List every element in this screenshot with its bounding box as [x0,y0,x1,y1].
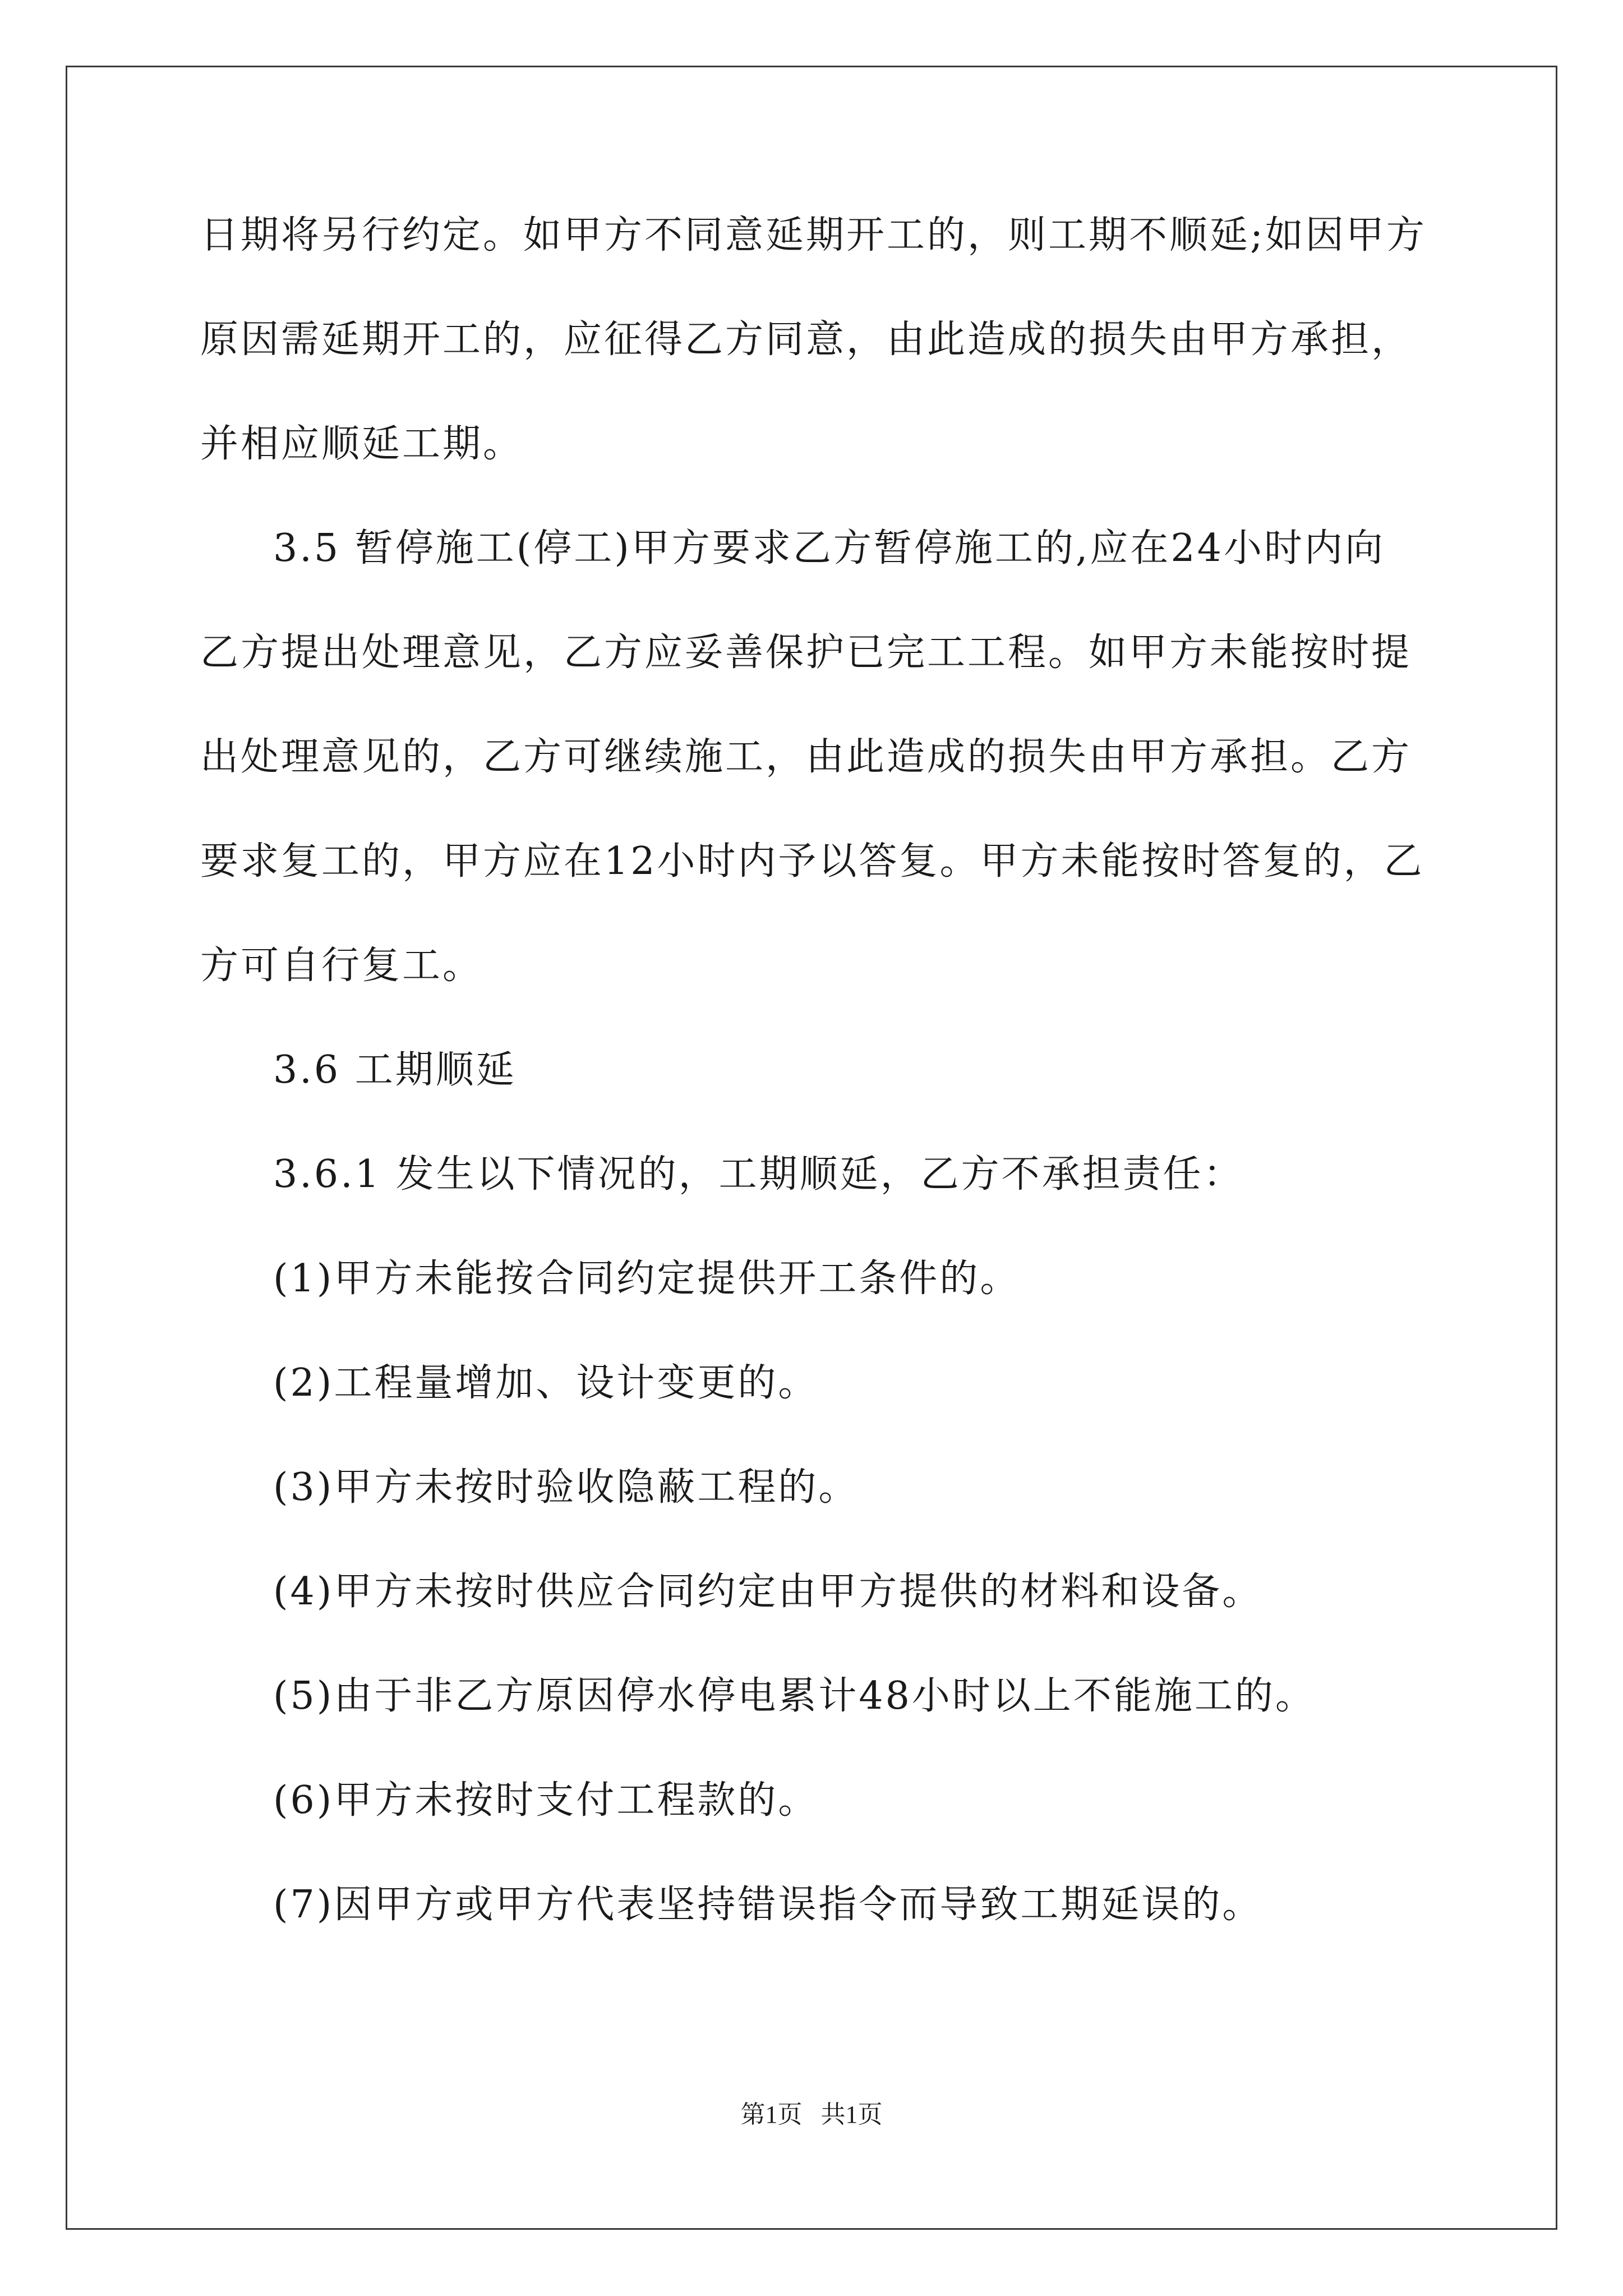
section-3-6-1-line: 3.6.1 发生以下情况的，工期顺延，乙方不承担责任： [273,1152,1244,1197]
list-item-4: (4)甲方未按时供应合同约定由甲方提供的材料和设备。 [273,1570,1263,1614]
list-item-2: (2)工程量增加、设计变更的。 [273,1361,819,1405]
list-item-5: (5)由于非乙方原因停水停电累计48小时以上不能施工的。 [273,1674,1316,1718]
page-footer [0,2099,1623,2131]
body-line: 方可自行复工。 [200,944,483,988]
body-line: 出处理意见的，乙方可继续施工，由此造成的损失由甲方承担。乙方 [200,735,1412,779]
list-item-6: (6)甲方未按时支付工程款的。 [273,1778,819,1823]
body-line: 并相应顺延工期。 [200,422,524,466]
list-item-7: (7)因甲方或甲方代表坚持错误指令而导致工期延误的。 [273,1883,1263,1927]
section-3-6-heading: 3.6 工期顺延 [273,1048,517,1092]
list-item-1: (1)甲方未能按合同约定提供开工条件的。 [273,1257,1021,1301]
body-line: 要求复工的，甲方应在12小时内予以答复。甲方未能按时答复的，乙 [200,839,1424,884]
list-item-3: (3)甲方未按时验收隐蔽工程的。 [273,1465,859,1510]
body-line: 日期将另行约定。如甲方不同意延期开工的，则工期不顺延;如因甲方 [200,213,1427,257]
page-number-text: 第1页 共1页 [740,2101,883,2128]
section-3-5-line: 3.5 暂停施工(停工)甲方要求乙方暂停施工的,应在24小时内向 [273,526,1385,570]
body-line: 乙方提出处理意见，乙方应妥善保护已完工工程。如甲方未能按时提 [200,631,1412,675]
body-line: 原因需延期开工的，应征得乙方同意，由此造成的损失由甲方承担， [200,318,1412,362]
